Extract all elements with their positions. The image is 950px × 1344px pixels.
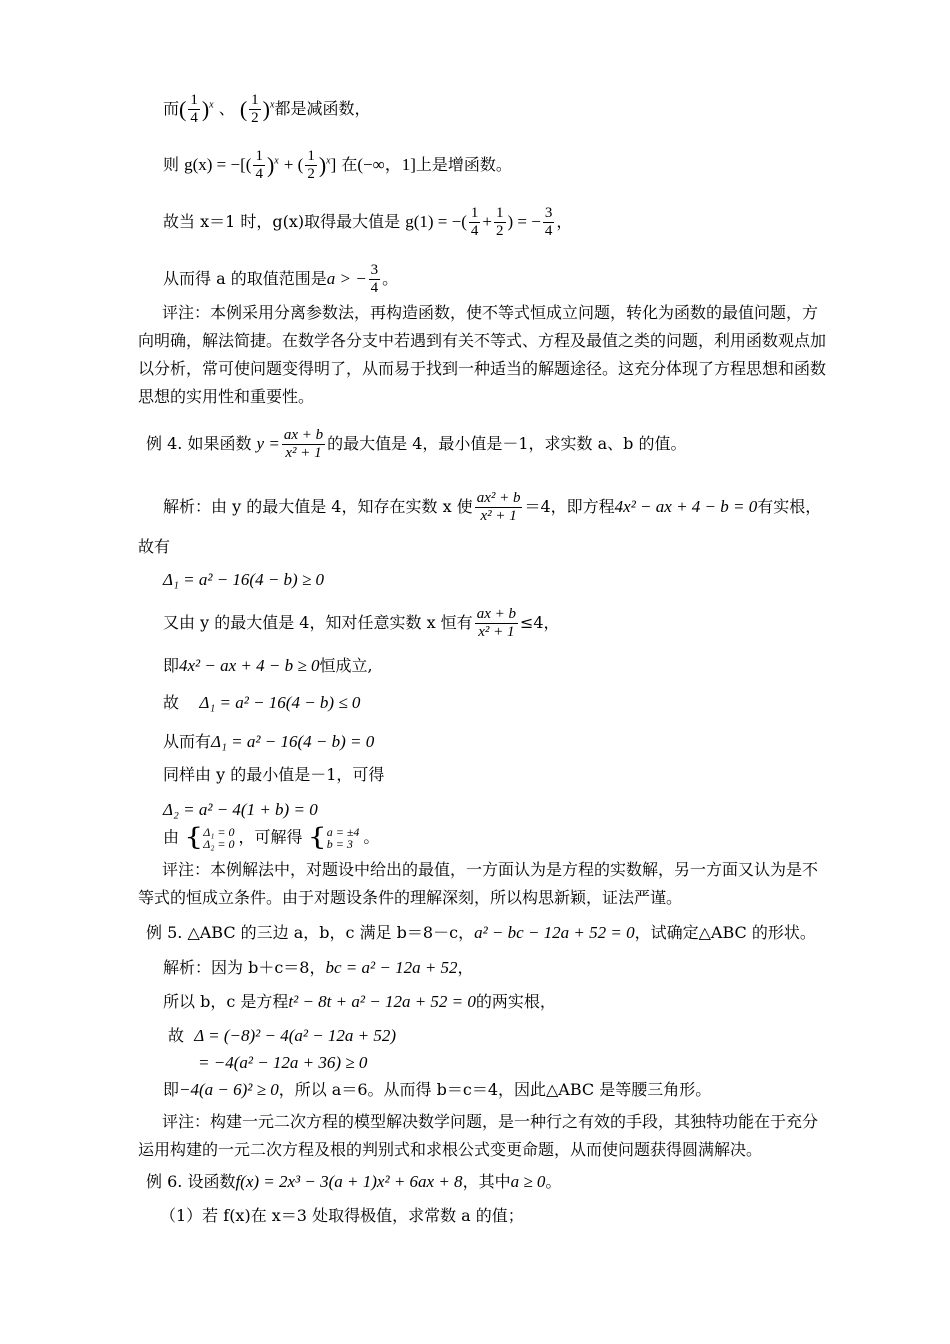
solution-4-therefore: 故有 — [138, 537, 171, 556]
delta1-eq-zero: 从而有Δ₁ = a² − 16(4 − b) = 0 — [163, 732, 375, 751]
solution-4-line-3: 即4x² − ax + 4 − b ≥ 0恒成立, — [163, 656, 373, 675]
line-range-of-a: 从而得 a 的取值范围是a > − $\frac{3}{4}$ 。 — [163, 262, 399, 296]
example-6-statement: 例 6. 设函数f(x) = 2x³ − 3(a + 1)x² + 6ax + 8，其中a ≥ 0。 — [146, 1172, 562, 1191]
solution-5-line-1: 解析：因为 b＋c＝8，bc = a² − 12a + 52， — [163, 958, 474, 977]
solution-4-line-2: 又由 y 的最大值是 4，知对任意实数 x 恒有 $\frac{ax + b}{\text{x² + 1}}$ ≤4， — [163, 606, 560, 640]
delta2-eq-zero: Δ₂ = a² − 4(1 + b) = 0 — [163, 800, 318, 819]
comment-paragraph-2: 评注：本例解法中，对题设中给出的最值，一方面认为是方程的实数解，另一方面又认为是不等式的恒成立条件。由于对题设条件的理解深刻，所以构思新颖，证法严谨。 — [138, 860, 819, 907]
solution-4-system: 由 { Δ₁ = 0 Δ₂ = 0 ，可解得 { a = ±4 b = 3 。 — [163, 823, 380, 852]
line-max-value: 故当 x＝1 时，g(x)取得最大值是 g(1) = −( $\frac{1}{4}$ + $\frac{1}{2}$ ) = − $\frac{3}{4}$ ， — [163, 205, 573, 239]
line-decreasing-functions: 而( $\frac{1}{4}$ )$^x$ 、 ( $\frac{1}{2}$ )$^x$都是减函数， — [163, 92, 371, 126]
example-6-question-1: （1）若 f(x)在 x＝3 处取得极值，求常数 a 的值； — [160, 1206, 524, 1225]
solution-5-delta: 故 Δ = (−8)² − 4(a² − 12a + 52) — [168, 1026, 397, 1045]
example-4-statement: 例 4. 如果函数 y = $\frac{ax + b}{\text{x² + 1}}$ 的最大值是 4，最小值是－1，求实数 a、b 的值。 — [146, 427, 687, 461]
solution-5-conclusion: 即−4(a − 6)² ≥ 0，所以 a＝6。从而得 b＝c＝4，因此△ABC 是等腰三角形。 — [163, 1080, 712, 1099]
solution-5-delta-cont: = −4(a² − 12a + 36) ≥ 0 — [198, 1053, 368, 1072]
comment-paragraph-1: 评注：本例采用分离参数法，再构造函数，使不等式恒成立问题，转化为函数的最值问题，方向明确，解法简捷。在数学各分支中若遇到有关不等式、方程及最值之类的问题，利用函数观点加以分析，常可使问题变得明了，从而易于找到一种适当的解题途径。这充分体现了方程思想和函数思想的实用性和重要性。 — [138, 303, 827, 406]
line-g-increasing: 则 g(x) = −[( $\frac{1}{4}$ )$^x$ + ( $\frac{1}{2}$ )$^x$] 在(−∞，1]上是增函数。 — [163, 148, 512, 182]
text: 而 — [163, 99, 180, 118]
example-5-statement: 例 5. △ABC 的三边 a，b，c 满足 b＝8－c，a² − bc − 12a + 52 = 0，试确定△ABC 的形状。 — [146, 923, 816, 942]
solution-5-line-2: 所以 b，c 是方程t² − 8t + a² − 12a + 52 = 0的两实根， — [163, 992, 556, 1011]
fraction-1-2: $\frac{1}{2}$ — [251, 92, 259, 126]
solution-4-line-4: 同样由 y 的最小值是－1，可得 — [163, 765, 385, 784]
delta1-le-zero: 故 Δ₁ = a² − 16(4 − b) ≤ 0 — [163, 693, 361, 712]
delta1-ge-zero: Δ₁ = a² − 16(4 − b) ≥ 0 — [163, 570, 325, 589]
solution-4-line-1: 解析：由 y 的最大值是 4，知存在实数 x 使 $\frac{\text{ax² + b}}{\text{x² + 1}}$ ＝4，即方程4x² − ax + 4 − b = 0有实根， — [163, 490, 822, 524]
fraction-1-4: $\frac{1}{4}$ — [190, 92, 198, 126]
comment-paragraph-3: 评注：构建一元二次方程的模型解决数学问题，是一种行之有效的手段，其独特功能在于充分运用构建的一元二次方程及根的判别式和求根公式变更命题，从而使问题获得圆满解决。 — [138, 1112, 819, 1159]
